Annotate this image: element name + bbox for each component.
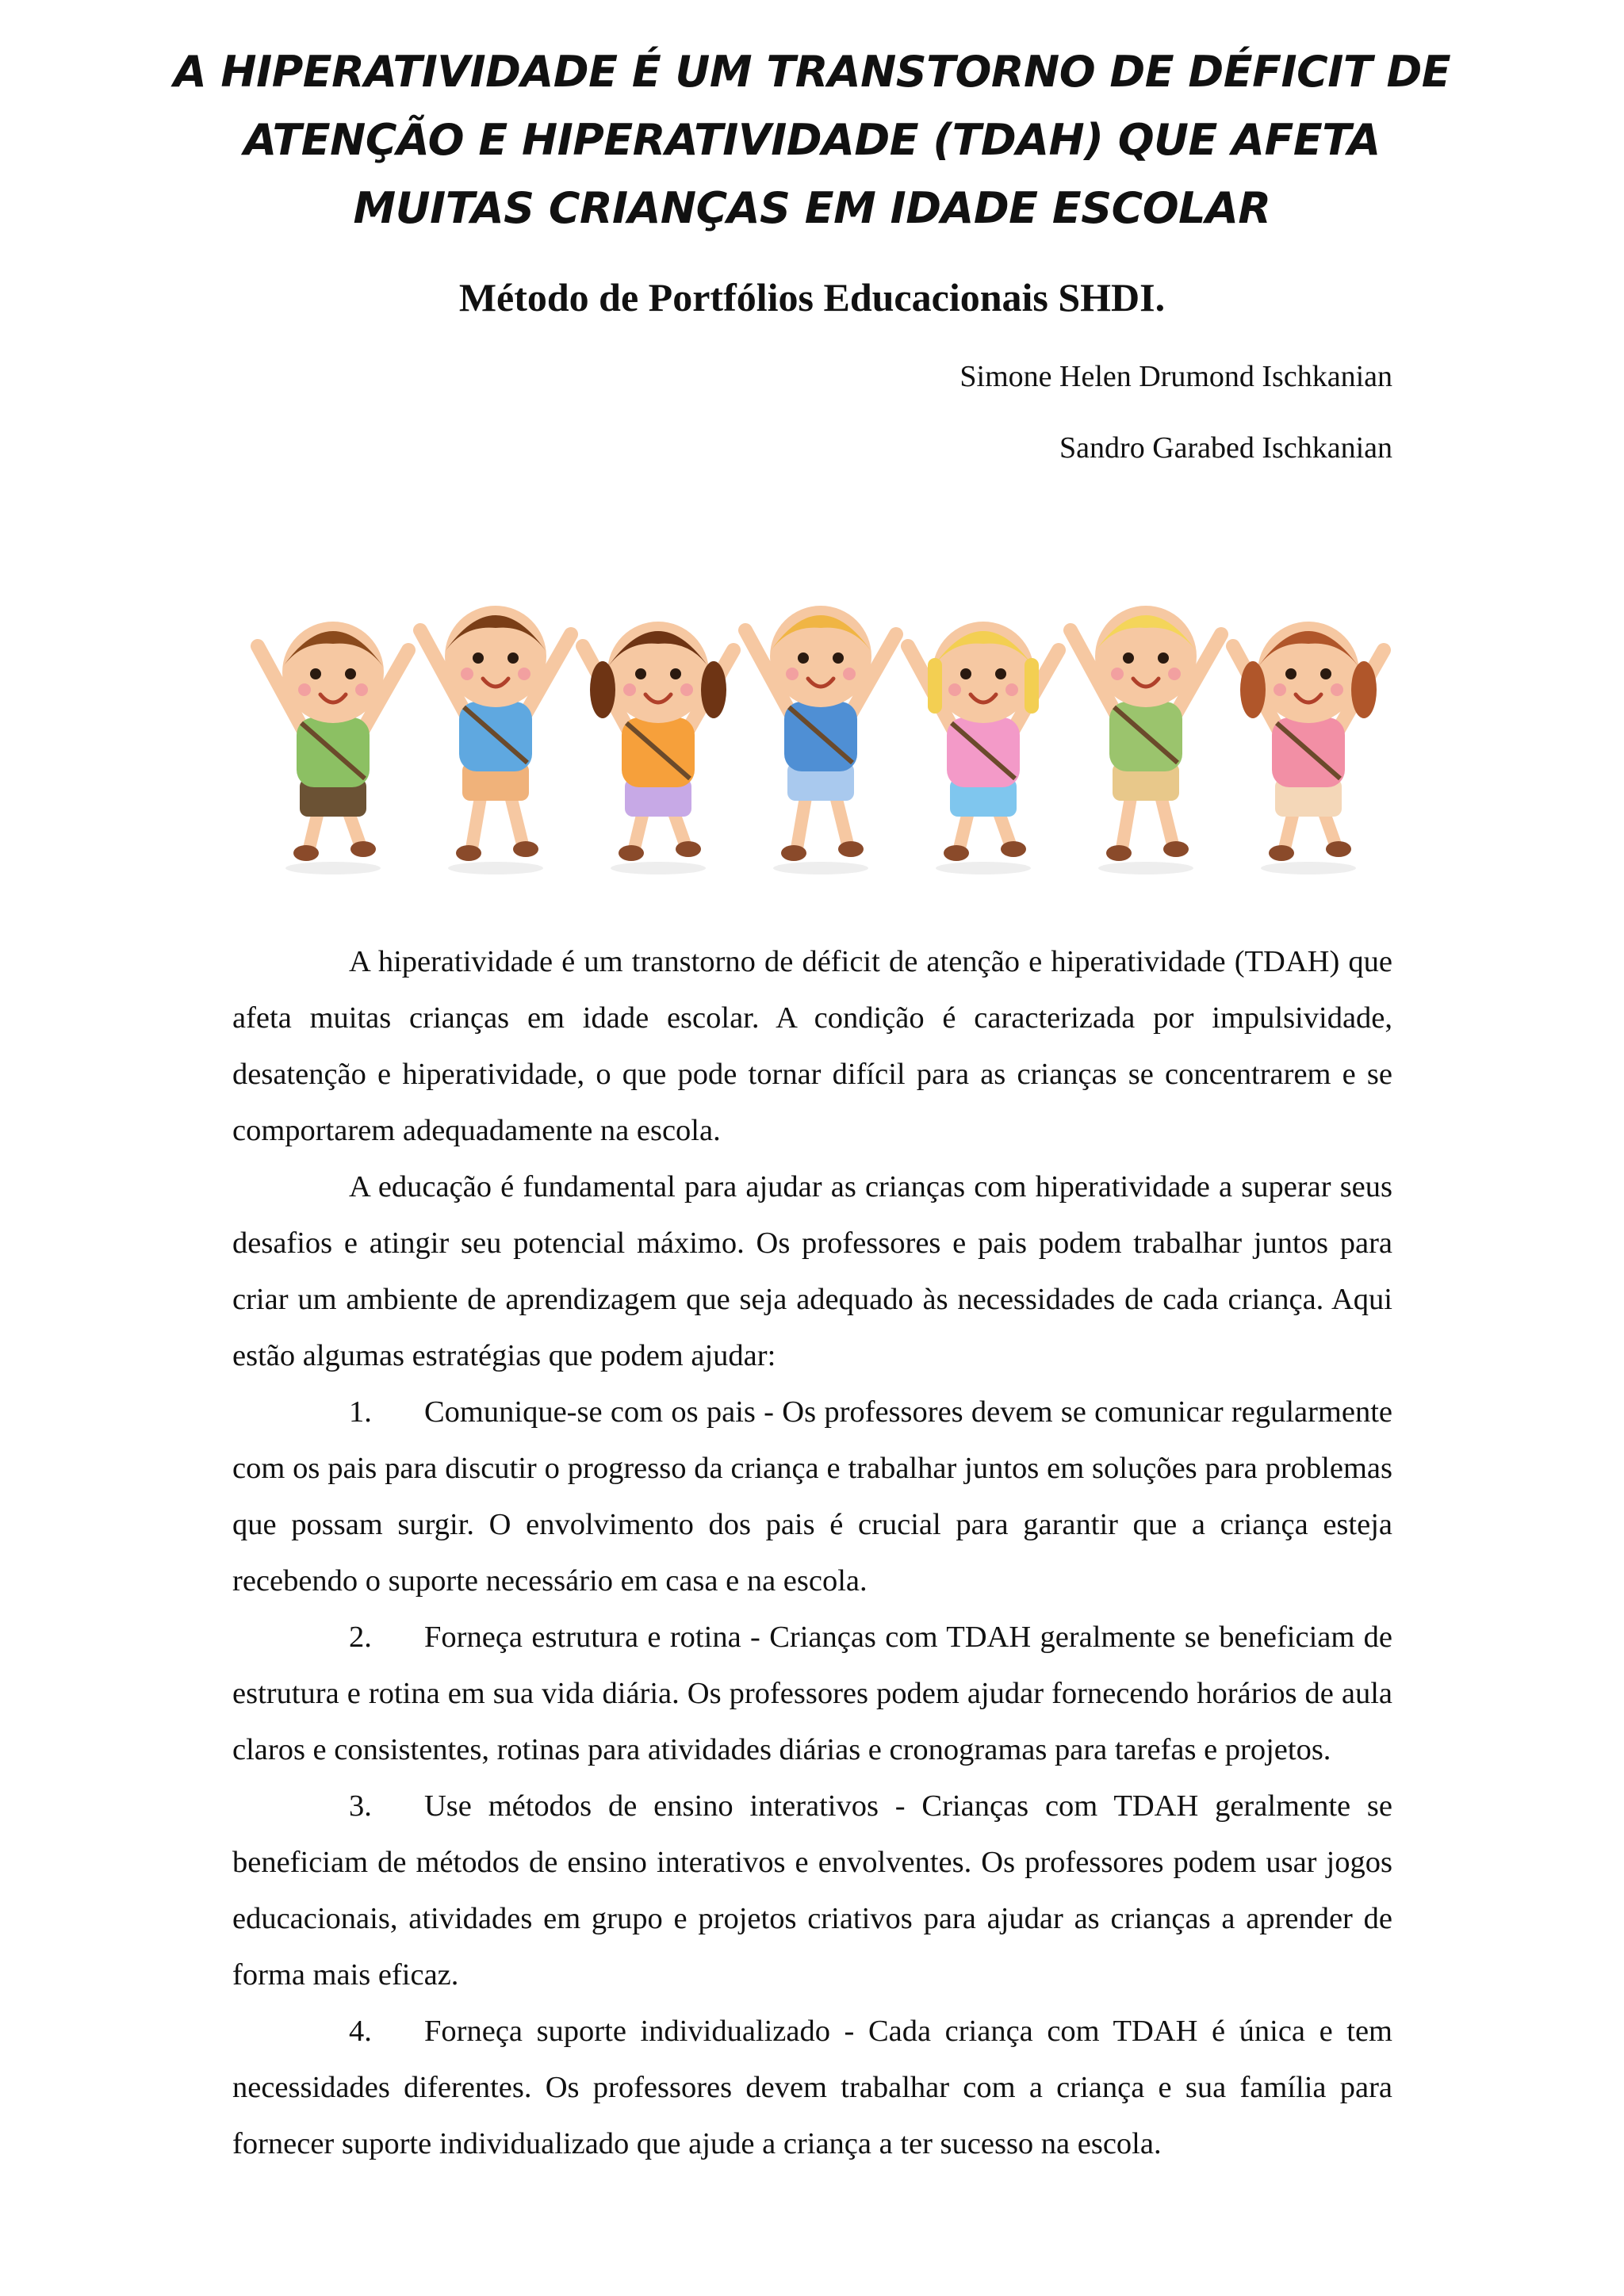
author-name: Sandro Garabed Ischkanian <box>1059 431 1392 465</box>
paragraph: A hiperatividade é um transtorno de déficit de atenção e hiperatividade (TDAH) que afeta muitas crianças em idade escolar. A condição é caracterizada por impulsividade, desatenção e hiperatividade, o que pode tornar difícil para as crianças se concentrarem e se comportarem adequadamente na escola. <box>232 945 1392 1147</box>
list-item <box>232 1384 1392 1609</box>
paragraph: A educação é fundamental para ajudar as crianças com hiperatividade a superar seus desafios e atingir seu potencial máximo. Os professores e pais podem trabalhar juntos para criar um ambiente de aprendizagem que seja adequado às necessidades de cada criança. Aqui estão algumas estratégias que podem ajudar: <box>232 1170 1392 1372</box>
document-subtitle: Método de Portfólios Educacionais SHDI. <box>458 275 1166 320</box>
child-figure <box>745 606 896 874</box>
list-item <box>232 1609 1392 1778</box>
document-title <box>159 38 1465 243</box>
list-number: 4. <box>349 2015 372 2048</box>
list-item-text: Comunique-se com os pais - Os professores devem se comunicar regularmente com os pais para discutir o progresso da criança e trabalhar juntos em soluções para problemas que possam surgir. O envolvimento dos pais é crucial para garantir que a criança esteja recebendo o suporte necessário em casa e na escola. <box>232 1395 1392 1598</box>
child-figure <box>583 622 733 874</box>
child-figure <box>1233 622 1384 874</box>
list-item-text: Forneça suporte individualizado - Cada criança com TDAH é única e tem necessidades diferentes. Os professores devem trabalhar com a criança e sua família para fornecer suporte individualizado que ajude a criança a ter sucesso na escola. <box>232 2015 1392 2160</box>
child-figure <box>258 622 408 874</box>
list-item <box>232 1778 1392 2003</box>
body-text <box>232 934 1392 2172</box>
title-line: ATENÇÃO E HIPERATIVIDADE (TDAH) QUE AFETA <box>243 115 1381 165</box>
author-name: Simone Helen Drumond Ischkanian <box>959 360 1392 393</box>
list-item-text: Forneça estrutura e rotina - Crianças com TDAH geralmente se beneficiam de estrutura e rotina em sua vida diária. Os professores podem ajudar fornecendo horários de aula claros e consistentes, rotinas para atividades diárias e cronogramas para tarefas e projetos. <box>232 1621 1392 1766</box>
list-number: 3. <box>349 1789 372 1823</box>
children-running-illustration <box>238 555 1396 888</box>
list-item-text: Use métodos de ensino interativos - Crianças com TDAH geralmente se beneficiam de métodos de ensino interativos e envolventes. Os professores podem usar jogos educacionais, atividades em grupo e projetos criativos para ajudar as crianças a aprender de forma mais eficaz. <box>232 1789 1392 1992</box>
list-item <box>232 2003 1392 2172</box>
list-number: 1. <box>349 1395 372 1429</box>
title-line: A HIPERATIVIDADE É UM TRANSTORNO DE DÉFICIT DE <box>173 47 1451 97</box>
list-number: 2. <box>349 1621 372 1654</box>
child-figure <box>420 606 571 874</box>
child-figure <box>1071 606 1221 874</box>
child-figure <box>908 622 1059 874</box>
title-line: MUITAS CRIANÇAS EM IDADE ESCOLAR <box>353 183 1271 233</box>
